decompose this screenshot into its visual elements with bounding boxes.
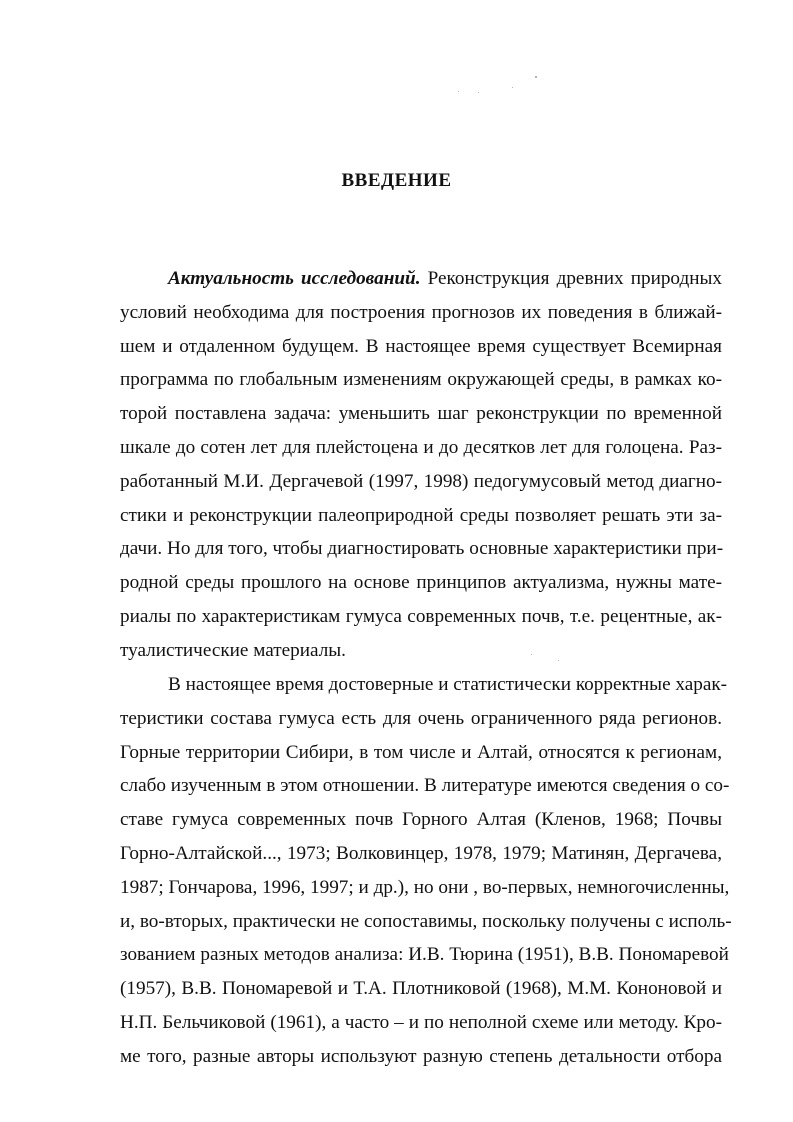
paragraph-lead-rest: Реконструкция древних природных [420, 268, 722, 289]
paragraph-line [120, 262, 722, 296]
scan-speck [478, 92, 479, 93]
paragraph-line: (1957), В.В. Пономаревой и Т.А. Плотниковой (1968), М.М. Кононовой и [120, 978, 722, 1000]
paragraph-line: слабо изученным в этом отношении. В литературе имеются сведения о со- [120, 775, 730, 797]
paragraph-data-status [120, 668, 732, 1074]
paragraph-line: работанный М.И. Дергачевой (1997, 1998) педогумусовый метод диагно- [120, 470, 722, 492]
paragraph-line: В настоящее время достоверные и статистически корректные харак- [168, 674, 728, 695]
paragraph-line: торой поставлена задача: уменьшить шаг реконструкции по временной [120, 403, 722, 425]
paragraph-line: шкале до сотен лет для плейстоцена и до десятков лет для голоцена. Раз- [120, 436, 722, 458]
paragraph-line: родной среды прошлого на основе принципов актуализма, нужны мате- [120, 572, 722, 594]
scan-speck [458, 91, 459, 92]
paragraph-line: риалы по характеристикам гумуса современных почв, т.е. рецентные, ак- [120, 605, 722, 627]
paragraph-relevance [120, 262, 722, 668]
paragraph-line: 1987; Гончарова, 1996, 1997; и др.), но они , во-первых, немногочисленны, [120, 876, 730, 898]
paragraph-line: программа по глобальным изменениям окружающей среды, в рамках ко- [120, 369, 722, 391]
paragraph-line: дачи. Но для того, чтобы диагностировать основные характеристики при- [120, 538, 724, 560]
paragraph-line: и, во-вторых, практически не сопоставимы, поскольку получены с исполь- [120, 910, 732, 932]
paragraph-line: зованием разных методов анализа: И.В. Тюрина (1951), В.В. Пономаревой [120, 944, 729, 966]
paragraph-lead: Актуальность исследований. [168, 268, 421, 289]
scan-speck [535, 76, 537, 78]
paragraph-line: ставе гумуса современных почв Горного Алтая (Кленов, 1968; Почвы [120, 809, 722, 831]
chapter-title: ВВЕДЕНИЕ [341, 170, 452, 191]
paragraph-line: Н.П. Бельчиковой (1961), а часто – и по неполной схеме или методу. Кро- [120, 1011, 722, 1033]
paragraph-line: Горно-Алтайской..., 1973; Волковинцер, 1978, 1979; Матинян, Дергачева, [120, 842, 722, 864]
paragraph-line: ме того, разные авторы используют разную степень детальности отбора [120, 1045, 722, 1067]
paragraph-line: теристики состава гумуса есть для очень ограниченного ряда регионов. [120, 707, 722, 729]
paragraph-line: шем и отдаленном будущем. В настоящее время существует Всемирная [120, 335, 722, 357]
paragraph-line: условий необходима для построения прогнозов их поведения в ближай- [120, 301, 722, 323]
scan-speck [512, 87, 513, 88]
paragraph-line: Горные территории Сибири, в том числе и Алтай, относятся к регионам, [120, 741, 722, 763]
paragraph-line: стики и реконструкции палеоприродной среды позволяет решать эти за- [120, 504, 722, 526]
paragraph-line: туалистические материалы. [120, 639, 346, 661]
